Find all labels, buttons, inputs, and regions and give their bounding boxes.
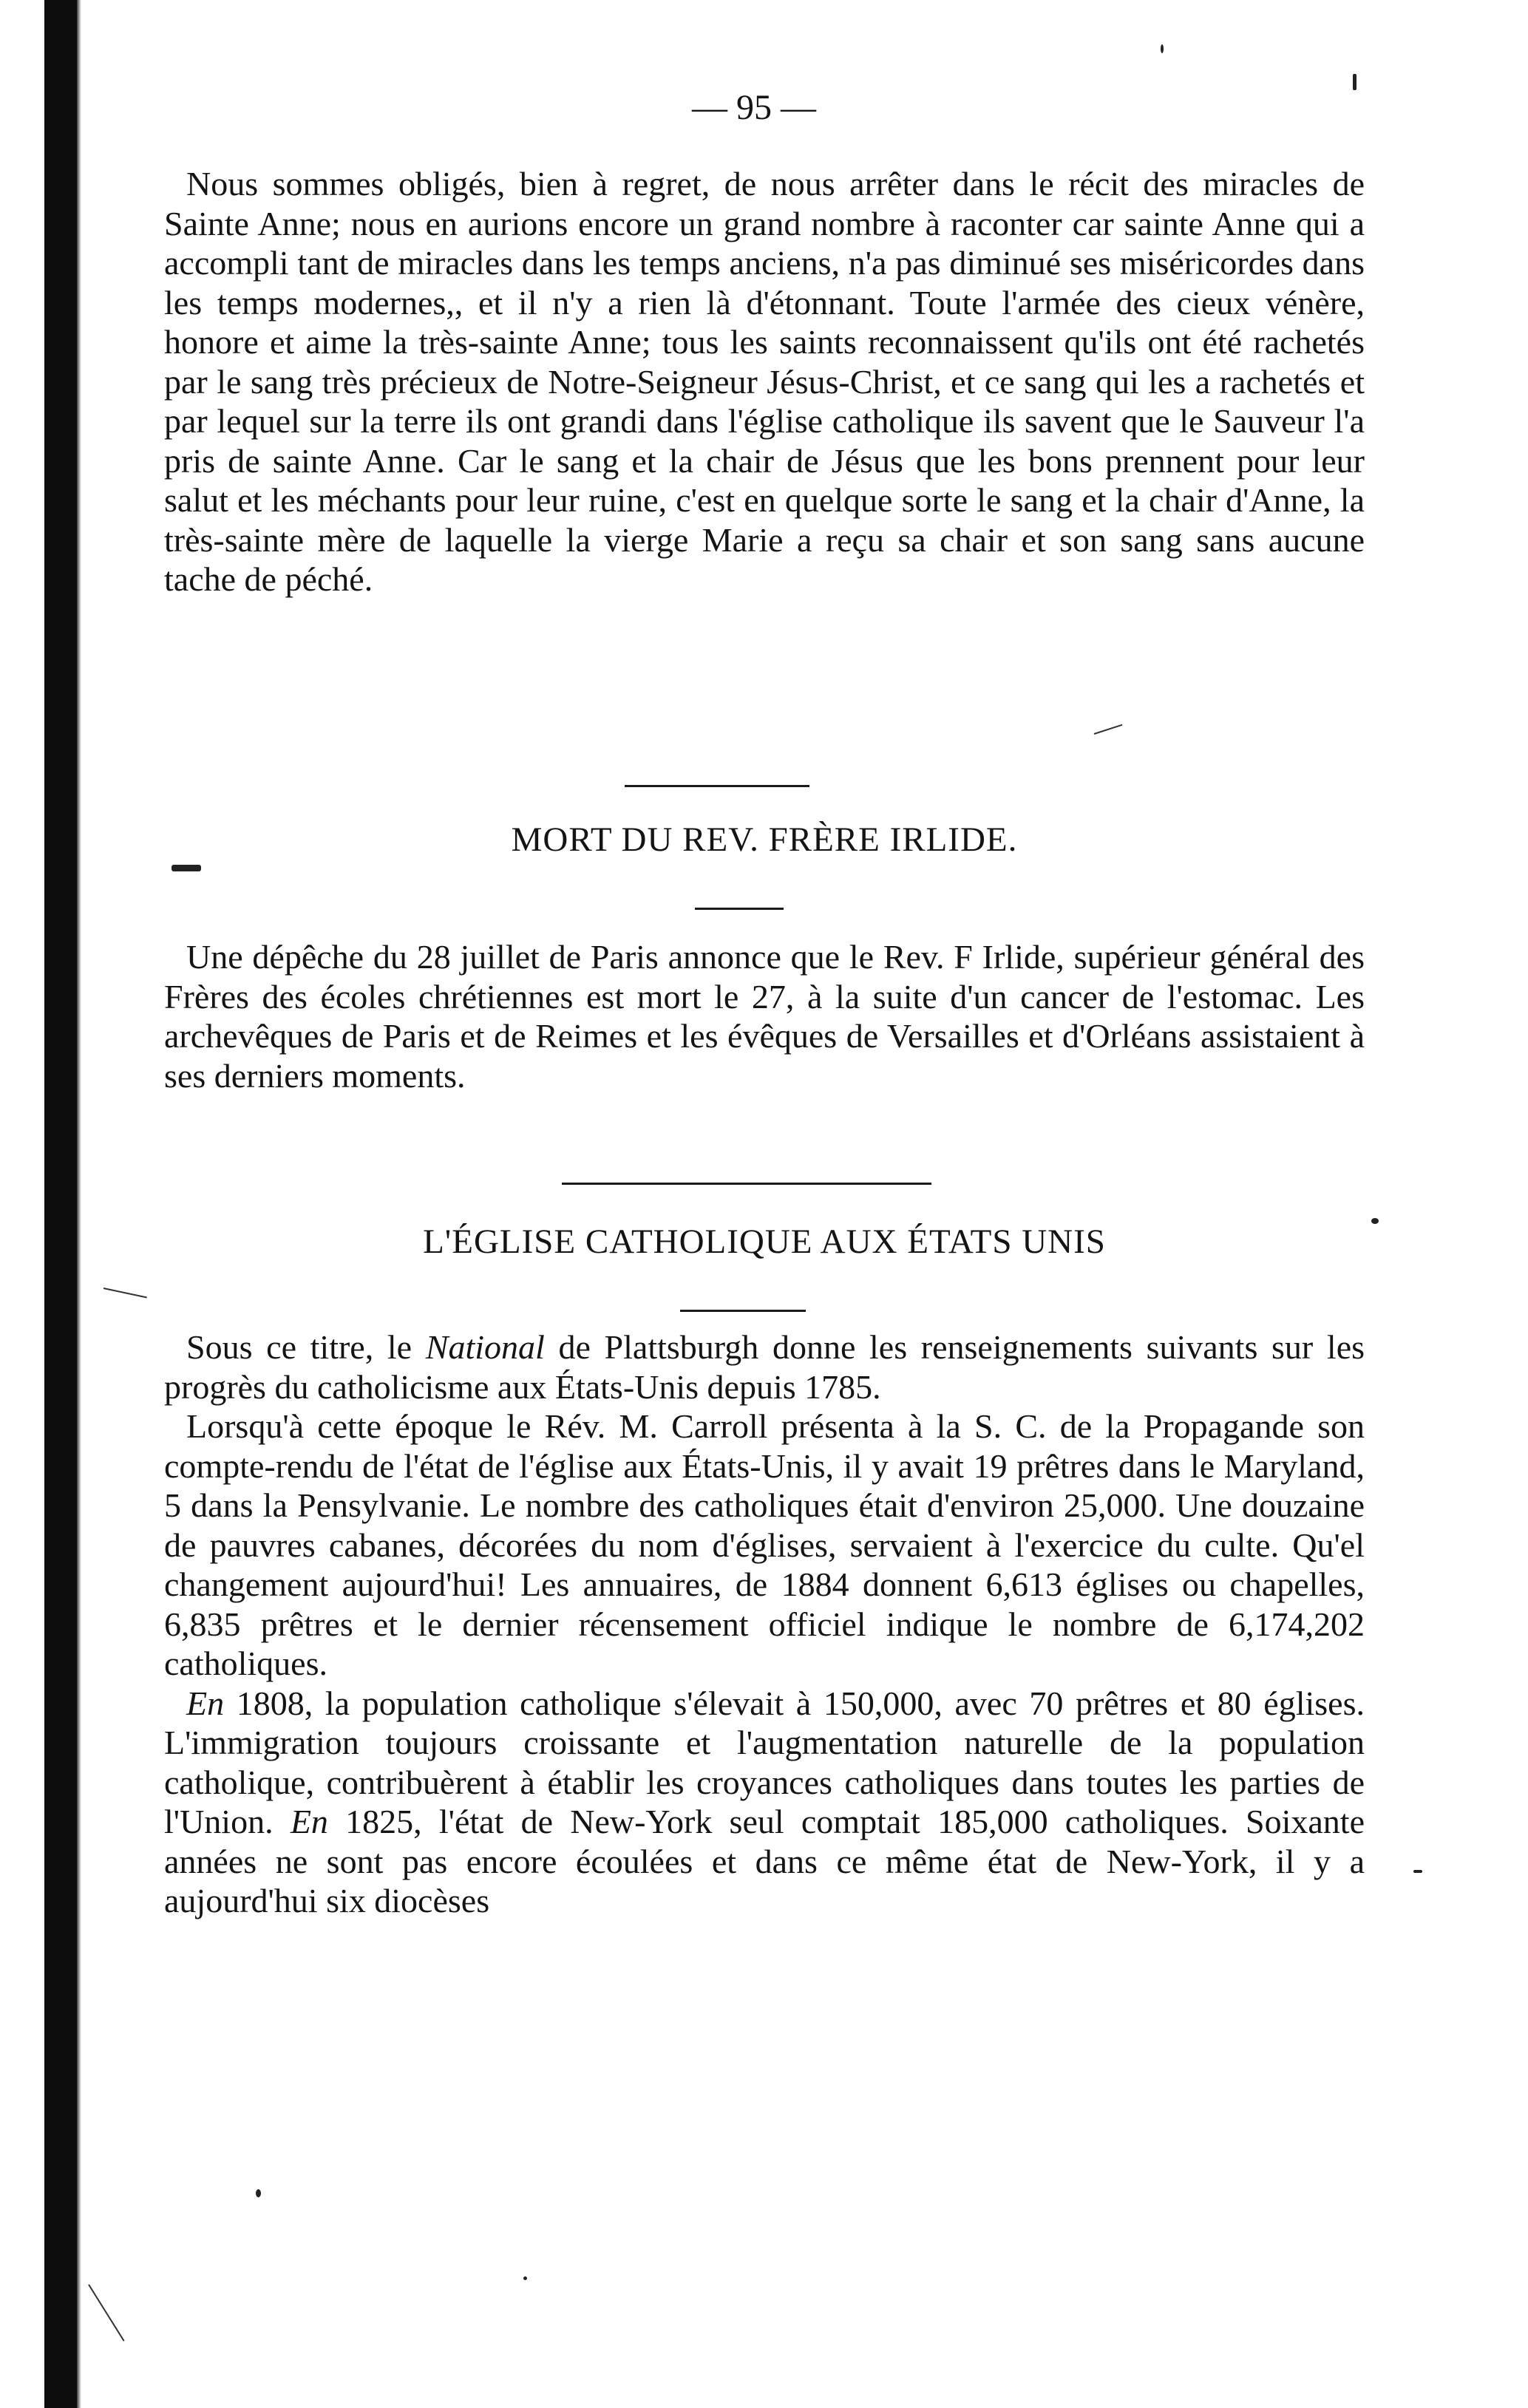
heading-eglise-etats-unis: L'ÉGLISE CATHOLIQUE AUX ÉTATS UNIS xyxy=(423,1222,1106,1261)
etats-unis-section xyxy=(164,1327,1365,1921)
section-divider xyxy=(562,1183,931,1185)
paragraph-carroll: Lorsqu'à cette époque le Rév. M. Carroll présenta à la S. C. de la Propagande son compte-rendu de l'état de l'église aux États-Unis, il y avait 19 prêtres dans le Maryland, 5 dans la Pensylvanie. Le nombre des catholiques était d'environ 25,000. Une douzaine de pauvres cabanes, décorées du nom d'églises, servaient à l'exercice du culte. Qu'el changement aujourd'hui! Les annuaires, de 1884 donnent 6,613 églises ou chapelles, 6,835 prêtres et le dernier récensement officiel indique le nombre de 6,174,202 catholiques. xyxy=(164,1407,1365,1682)
text-run: 1808, la population catholique s'élevait à 150,000, avec 70 prêtres et 80 églises. L'immigration toujours croissante et l'augmentation naturelle de la population catholique, contribuèrent à établir les croyances catholiques dans toutes les parties de l'Union. xyxy=(164,1684,1365,1840)
paragraph-depeche: Une dépêche du 28 juillet de Paris annonce que le Rev. F Irlide, supérieur général des Frères des écoles chrétiennes est mort le 27, à la suite d'un cancer de l'estomac. Les archevêques de Paris et de Reimes et les évêques de Versailles et d'Orléans assistaient à ses derniers moments. xyxy=(164,938,1365,1095)
paragraph-miracles: Nous sommes obligés, bien à regret, de nous arrêter dans le récit des miracles de Sainte Anne; nous en aurions encore un grand nombre à raconter car sainte Anne qui a accompli tant de miracles dans les temps anciens, n'a pas diminué ses miséricordes dans les temps modernes,, et il n'y a rien là d'étonnant. Toute l'armée des cieux vénère, honore et aime la très-sainte Anne; tous les saints reconnaissent qu'ils ont été rachetés par le sang très précieux de Notre-Seigneur Jésus-Christ, et ce sang qui les a rachetés et par lequel sur la terre ils ont grandi dans l'église catholique ils savent que le Sauveur l'a pris de sainte Anne. Car le sang et la chair de Jésus que les bons prennent pour leur salut et les méchants pour leur ruine, c'est en quelque sorte le sang et la chair d'Anne, la très-sainte mère de laquelle la vierge Marie a reçu sa chair et son sang sans aucune tache de péché. xyxy=(164,165,1365,598)
scan-stroke xyxy=(1094,724,1123,735)
scan-stroke xyxy=(88,2284,124,2341)
scan-speck xyxy=(1353,74,1356,90)
text-run: Sous ce titre, le xyxy=(186,1328,426,1366)
text-run: de Plattsburgh donne les renseignements suivants sur les progrès du catholicisme aux États-Unis depuis 1785. xyxy=(164,1328,1365,1406)
spine-edge-gradient xyxy=(77,0,81,2408)
heading-underline xyxy=(680,1310,806,1312)
scan-speck xyxy=(1413,1870,1422,1873)
heading-mort-frere-irlide: MORT DU REV. FRÈRE IRLIDE. xyxy=(511,820,1018,859)
paragraph-sous-ce-titre xyxy=(164,1327,1365,1407)
page-number: — 95 — xyxy=(692,88,816,127)
section-divider xyxy=(625,785,809,787)
heading-underline xyxy=(695,908,784,910)
irlide-section xyxy=(164,937,1365,1095)
scan-speck xyxy=(1161,44,1164,53)
text-run: 1825, l'état de New-York seul comptait 185,000 catholiques. Soixante années ne sont pas encore écoulées et dans ce même état de New-York, il y a aujourd'hui six diocèses xyxy=(164,1803,1365,1919)
italic-en: En xyxy=(186,1684,225,1722)
italic-newspaper-name: National xyxy=(425,1328,545,1366)
miracles-section xyxy=(164,164,1365,599)
scan-speck xyxy=(256,2189,261,2197)
italic-en: En xyxy=(290,1803,328,1840)
scan-speck xyxy=(172,865,201,871)
paragraph-1808 xyxy=(164,1684,1365,1921)
book-spine-shadow xyxy=(44,0,77,2408)
scan-stroke xyxy=(103,1288,147,1298)
scan-speck xyxy=(523,2276,527,2280)
scan-speck xyxy=(1371,1218,1379,1224)
